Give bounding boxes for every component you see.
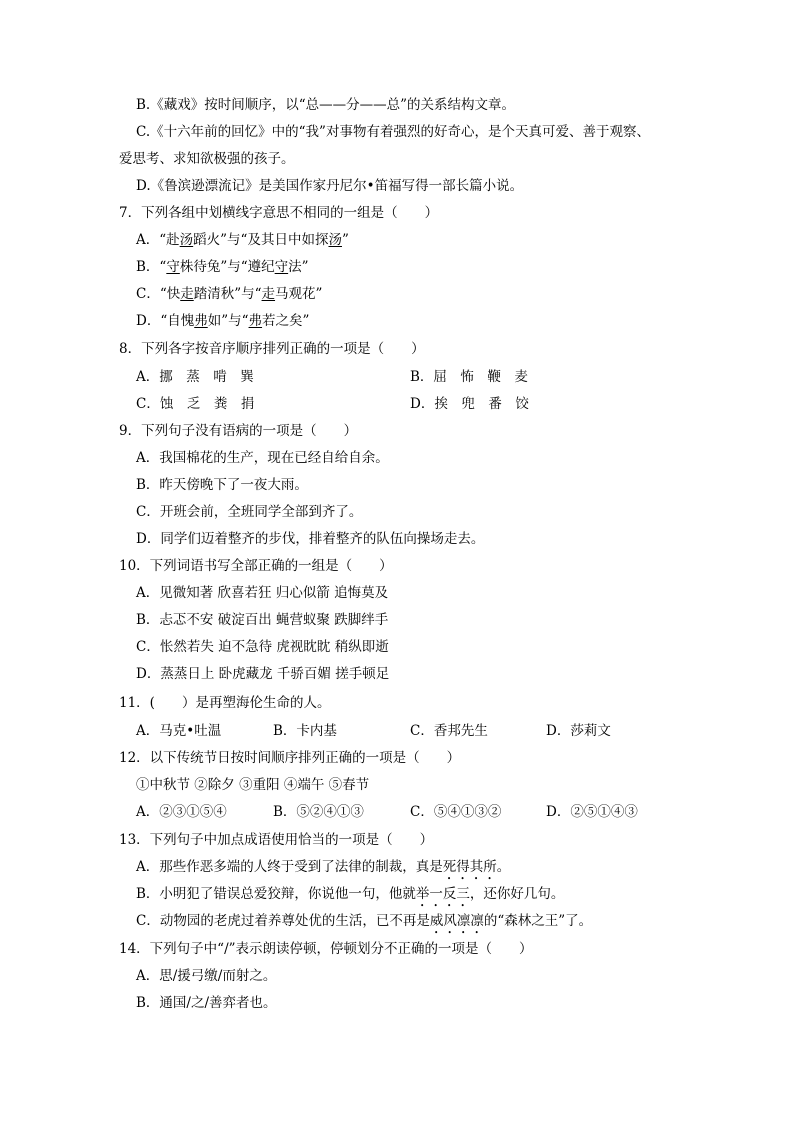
q8-option-d: D．挨 兜 番 饺 [410, 396, 529, 412]
q9-option-b: B．昨天傍晚下了一夜大雨。 [136, 477, 308, 493]
q9-option-a: A．我国棉花的生产，现在已经自给自余。 [136, 450, 389, 466]
q7-stem: 7．下列各组中划横线字意思不相同的一组是（ ） [119, 205, 439, 221]
q12-option-a: A．②③①⑤④ [136, 804, 227, 820]
q14-option-b: B．通国/之/善弈者也。 [136, 995, 277, 1011]
q14-stem: 14．下列句子中“/”表示朗读停顿，停顿划分不正确的一项是（ ） [119, 941, 533, 957]
option-d-line: D.《鲁滨逊漂流记》是美国作家丹尼尔•笛福写得一部长篇小说。 [136, 178, 524, 194]
q7-option-c: C．“快走踏清秋”与“走马观花” [136, 286, 323, 302]
option-b-line: B.《藏戏》按时间顺序，以“总——分——总”的关系结构文章。 [136, 97, 516, 113]
option-c-line: C.《十六年前的回忆》中的“我”对事物有着强烈的好奇心，是个天真可爱、善于观察、 [136, 124, 650, 140]
q11-option-d: D．莎莉文 [546, 723, 611, 739]
q8-option-c: C．蚀 乏 粪 捐 [136, 396, 255, 412]
q8-stem: 8．下列各字按音序顺序排列正确的一项是（ ） [119, 341, 425, 357]
q13-option-a: A．那些作恶多端的人终于受到了法律的制裁，真是死得其所。 [136, 859, 511, 875]
q9-stem: 9．下列句子没有语病的一项是（ ） [119, 423, 358, 439]
q11-stem: 11．( ）是再塑海伦生命的人。 [119, 695, 331, 711]
q10-option-b: B．忐忑不安 破淀百出 蝇营蚁聚 跌脚绊手 [136, 612, 389, 628]
q12-stem: 12．以下传统节日按时间顺序排列正确的一项是（ ） [119, 750, 461, 766]
q13-stem: 13．下列句子中加点成语使用恰当的一项是（ ） [119, 832, 434, 848]
q7-option-b: B．“守株待兔”与“遵纪守法” [136, 259, 309, 275]
q11-option-b: B．卡内基 [273, 723, 337, 739]
q11-option-a: A．马克•吐温 [136, 723, 222, 739]
q12-option-d: D．②⑤①④③ [546, 804, 638, 820]
q11-option-c: C．香邦先生 [410, 723, 488, 739]
q12-items: ①中秋节 ②除夕 ③重阳 ④端午 ⑤春节 [136, 777, 370, 793]
q13-option-b: B．小明犯了错误总爱狡辩，你说他一句，他就举一反三，还你好几句。 [136, 886, 565, 902]
q8-option-b: B．屈 怖 鞭 麦 [410, 369, 528, 385]
q10-option-c: C．怅然若失 迫不急待 虎视眈眈 稍纵即逝 [136, 639, 389, 655]
q9-option-d: D．同学们迈着整齐的步伐，排着整齐的队伍向操场走去。 [136, 531, 485, 547]
q9-option-c: C．开班会前，全班同学全部到齐了。 [136, 504, 363, 520]
q14-option-a: A．思/援弓缴/而射之。 [136, 968, 277, 984]
q12-option-c: C．⑤④①③② [410, 804, 502, 820]
q12-option-b: B．⑤②④①③ [273, 804, 364, 820]
q13-option-c: C．动物园的老虎过着养尊处优的生活，已不再是威风凛凛的“森林之王”了。 [136, 913, 593, 929]
q10-option-d: D．蒸蒸日上 卧虎藏龙 千骄百媚 搓手顿足 [136, 666, 390, 682]
q7-option-d: D．“自愧弗如”与“弗若之矣” [136, 313, 310, 329]
q7-option-a: A．“赴汤蹈火”与“及其日中如探汤” [136, 232, 349, 248]
option-c-continuation: 爱思考、求知欲极强的孩子。 [119, 151, 295, 167]
q10-option-a: A．见微知著 欣喜若狂 归心似箭 追悔莫及 [136, 585, 389, 601]
q10-stem: 10．下列词语书写全部正确的一组是（ ） [119, 558, 393, 574]
q8-option-a: A．挪 蒸 啃 巽 [136, 369, 254, 385]
